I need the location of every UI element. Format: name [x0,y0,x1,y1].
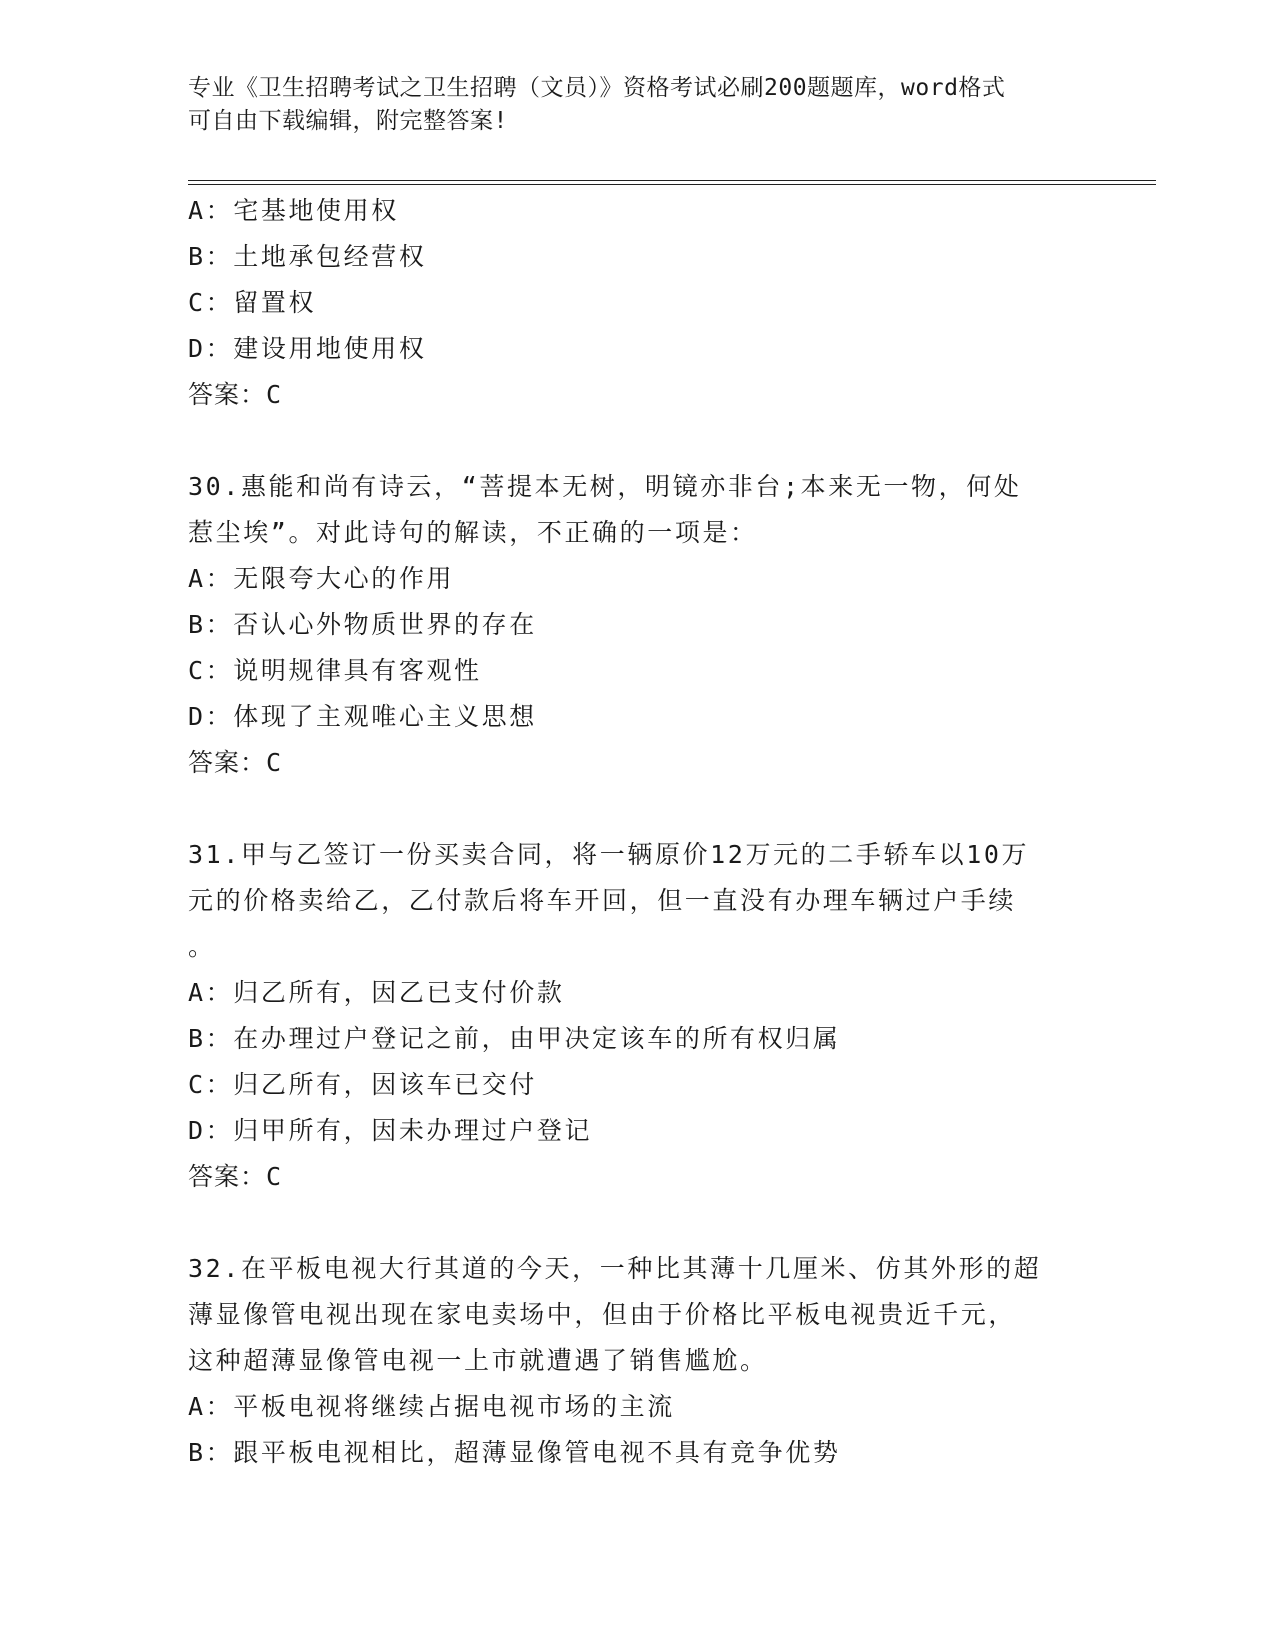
question-text-line: 30.惠能和尚有诗云，“菩提本无树，明镜亦非台;本来无一物，何处 [188,472,1022,501]
option-d: D：体现了主观唯心主义思想 [188,702,537,731]
question-text-line: 31.甲与乙签订一份买卖合同，将一辆原价12万元的二手轿车以10万 [188,840,1030,869]
option-c: C：说明规律具有客观性 [188,656,482,685]
question-block-31 [188,832,1088,1200]
answer-line: 答案：C [188,1162,283,1191]
question-block-29 [188,188,1088,418]
block-spacer [188,418,1088,464]
option-d: D：建设用地使用权 [188,334,427,363]
option-c: C：归乙所有，因该车已交付 [188,1070,537,1099]
header-divider-thick [188,180,1156,181]
option-b: B：跟平板电视相比，超薄显像管电视不具有竞争优势 [188,1438,841,1467]
question-text-line: 。 [188,932,216,961]
option-b: B：土地承包经营权 [188,242,427,271]
question-list [188,188,1088,1476]
option-a: A：归乙所有，因乙已支付价款 [188,978,565,1007]
question-text-line: 元的价格卖给乙，乙付款后将车开回，但一直没有办理车辆过户手续 [188,886,1017,915]
option-a: A：宅基地使用权 [188,196,399,225]
header-title-line-1: 专业《卫生招聘考试之卫生招聘（文员）》资格考试必刷200题题库，word格式 [188,75,1006,101]
question-text-line: 惹尘埃”。对此诗句的解读，不正确的一项是： [188,518,758,547]
header-title-line-2: 可自由下载编辑，附完整答案! [188,108,508,134]
question-text-line: 这种超薄显像管电视一上市就遭遇了销售尴尬。 [188,1346,768,1375]
answer-line: 答案：C [188,748,283,777]
question-block-30 [188,464,1088,786]
question-text-line: 薄显像管电视出现在家电卖场中，但由于价格比平板电视贵近千元， [188,1300,1017,1329]
option-b: B：在办理过户登记之前，由甲决定该车的所有权归属 [188,1024,841,1053]
question-block-32 [188,1246,1088,1476]
option-a: A：平板电视将继续占据电视市场的主流 [188,1392,675,1421]
header-divider-thin [188,184,1156,185]
option-a: A：无限夸大心的作用 [188,564,455,593]
question-text-line: 32.在平板电视大行其道的今天，一种比其薄十几厘米、仿其外形的超 [188,1254,1042,1283]
answer-line: 答案：C [188,380,283,409]
option-d: D：归甲所有，因未办理过户登记 [188,1116,593,1145]
option-c: C：留置权 [188,288,317,317]
block-spacer [188,1200,1088,1246]
document-header [188,72,1088,138]
block-spacer [188,786,1088,832]
option-b: B：否认心外物质世界的存在 [188,610,537,639]
